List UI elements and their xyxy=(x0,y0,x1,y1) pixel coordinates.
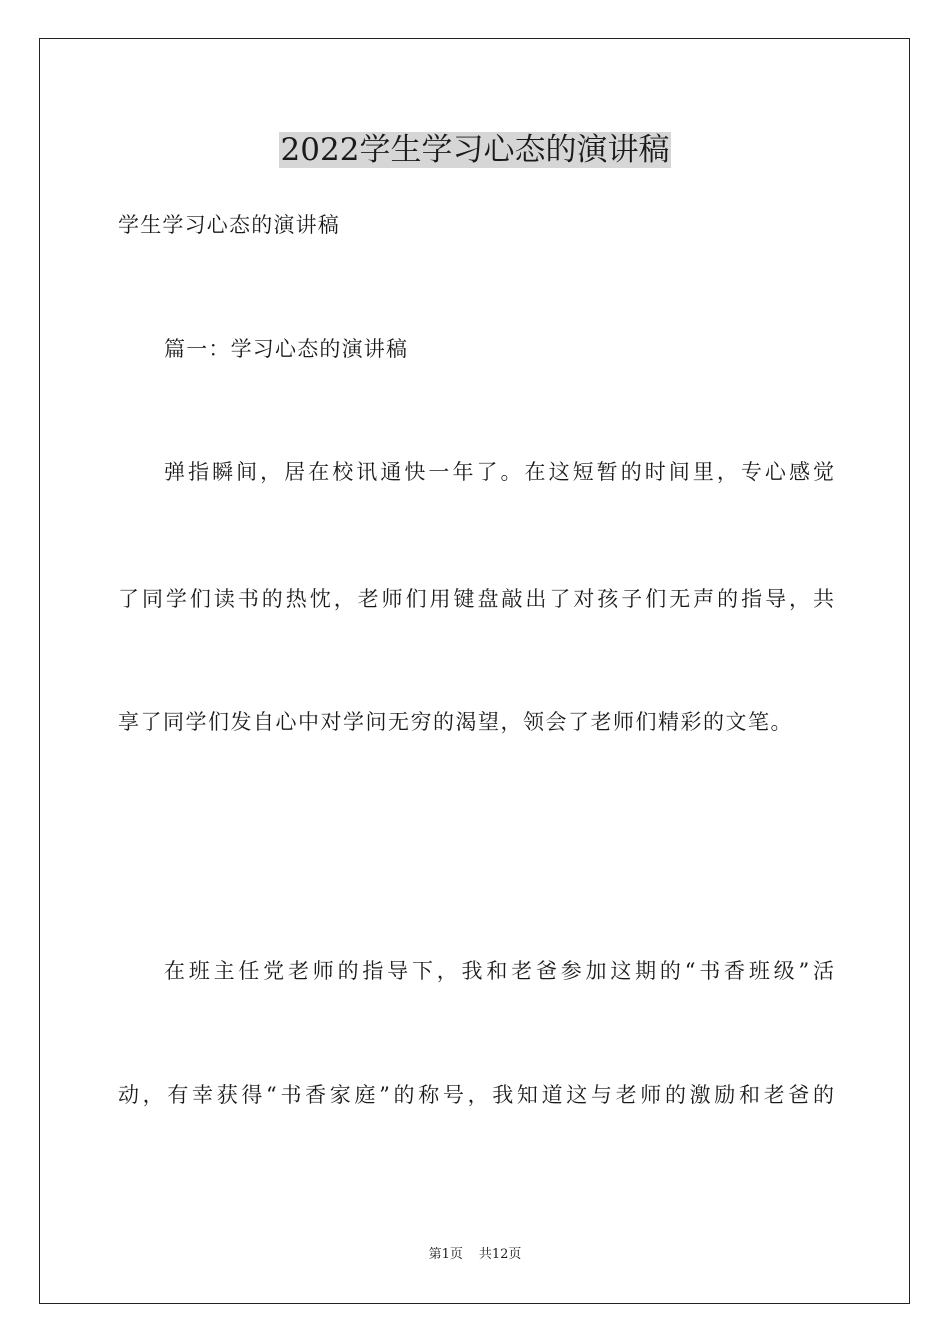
document-title xyxy=(0,130,950,170)
section-heading: 篇一：学习心态的演讲稿 xyxy=(164,337,409,361)
paragraph-2-line-1: 在班主任党老师的指导下，我和老爸参加这期的“书香班级”活 xyxy=(164,959,834,983)
paragraph-1-line-3: 享了同学们发自心中对学问无穷的渴望，领会了老师们精彩的文笔。 xyxy=(118,710,793,734)
paragraph-1-line-2: 了同学们读书的热忱，老师们用键盘敲出了对孩子们无声的指导，共 xyxy=(118,587,834,611)
paragraph-1-line-1: 弹指瞬间，居在校讯通快一年了。在这短暂的时间里，专心感觉 xyxy=(164,460,834,484)
document-title-text: 2022学生学习心态的演讲稿 xyxy=(280,132,670,168)
document-subtitle: 学生学习心态的演讲稿 xyxy=(118,213,340,237)
page-footer xyxy=(0,1246,950,1264)
total-pages: 共12页 xyxy=(478,1247,522,1262)
paragraph-2-line-2: 动，有幸获得“书香家庭”的称号，我知道这与老师的激励和老爸的 xyxy=(118,1083,834,1107)
page-number: 第1页 xyxy=(428,1247,463,1262)
